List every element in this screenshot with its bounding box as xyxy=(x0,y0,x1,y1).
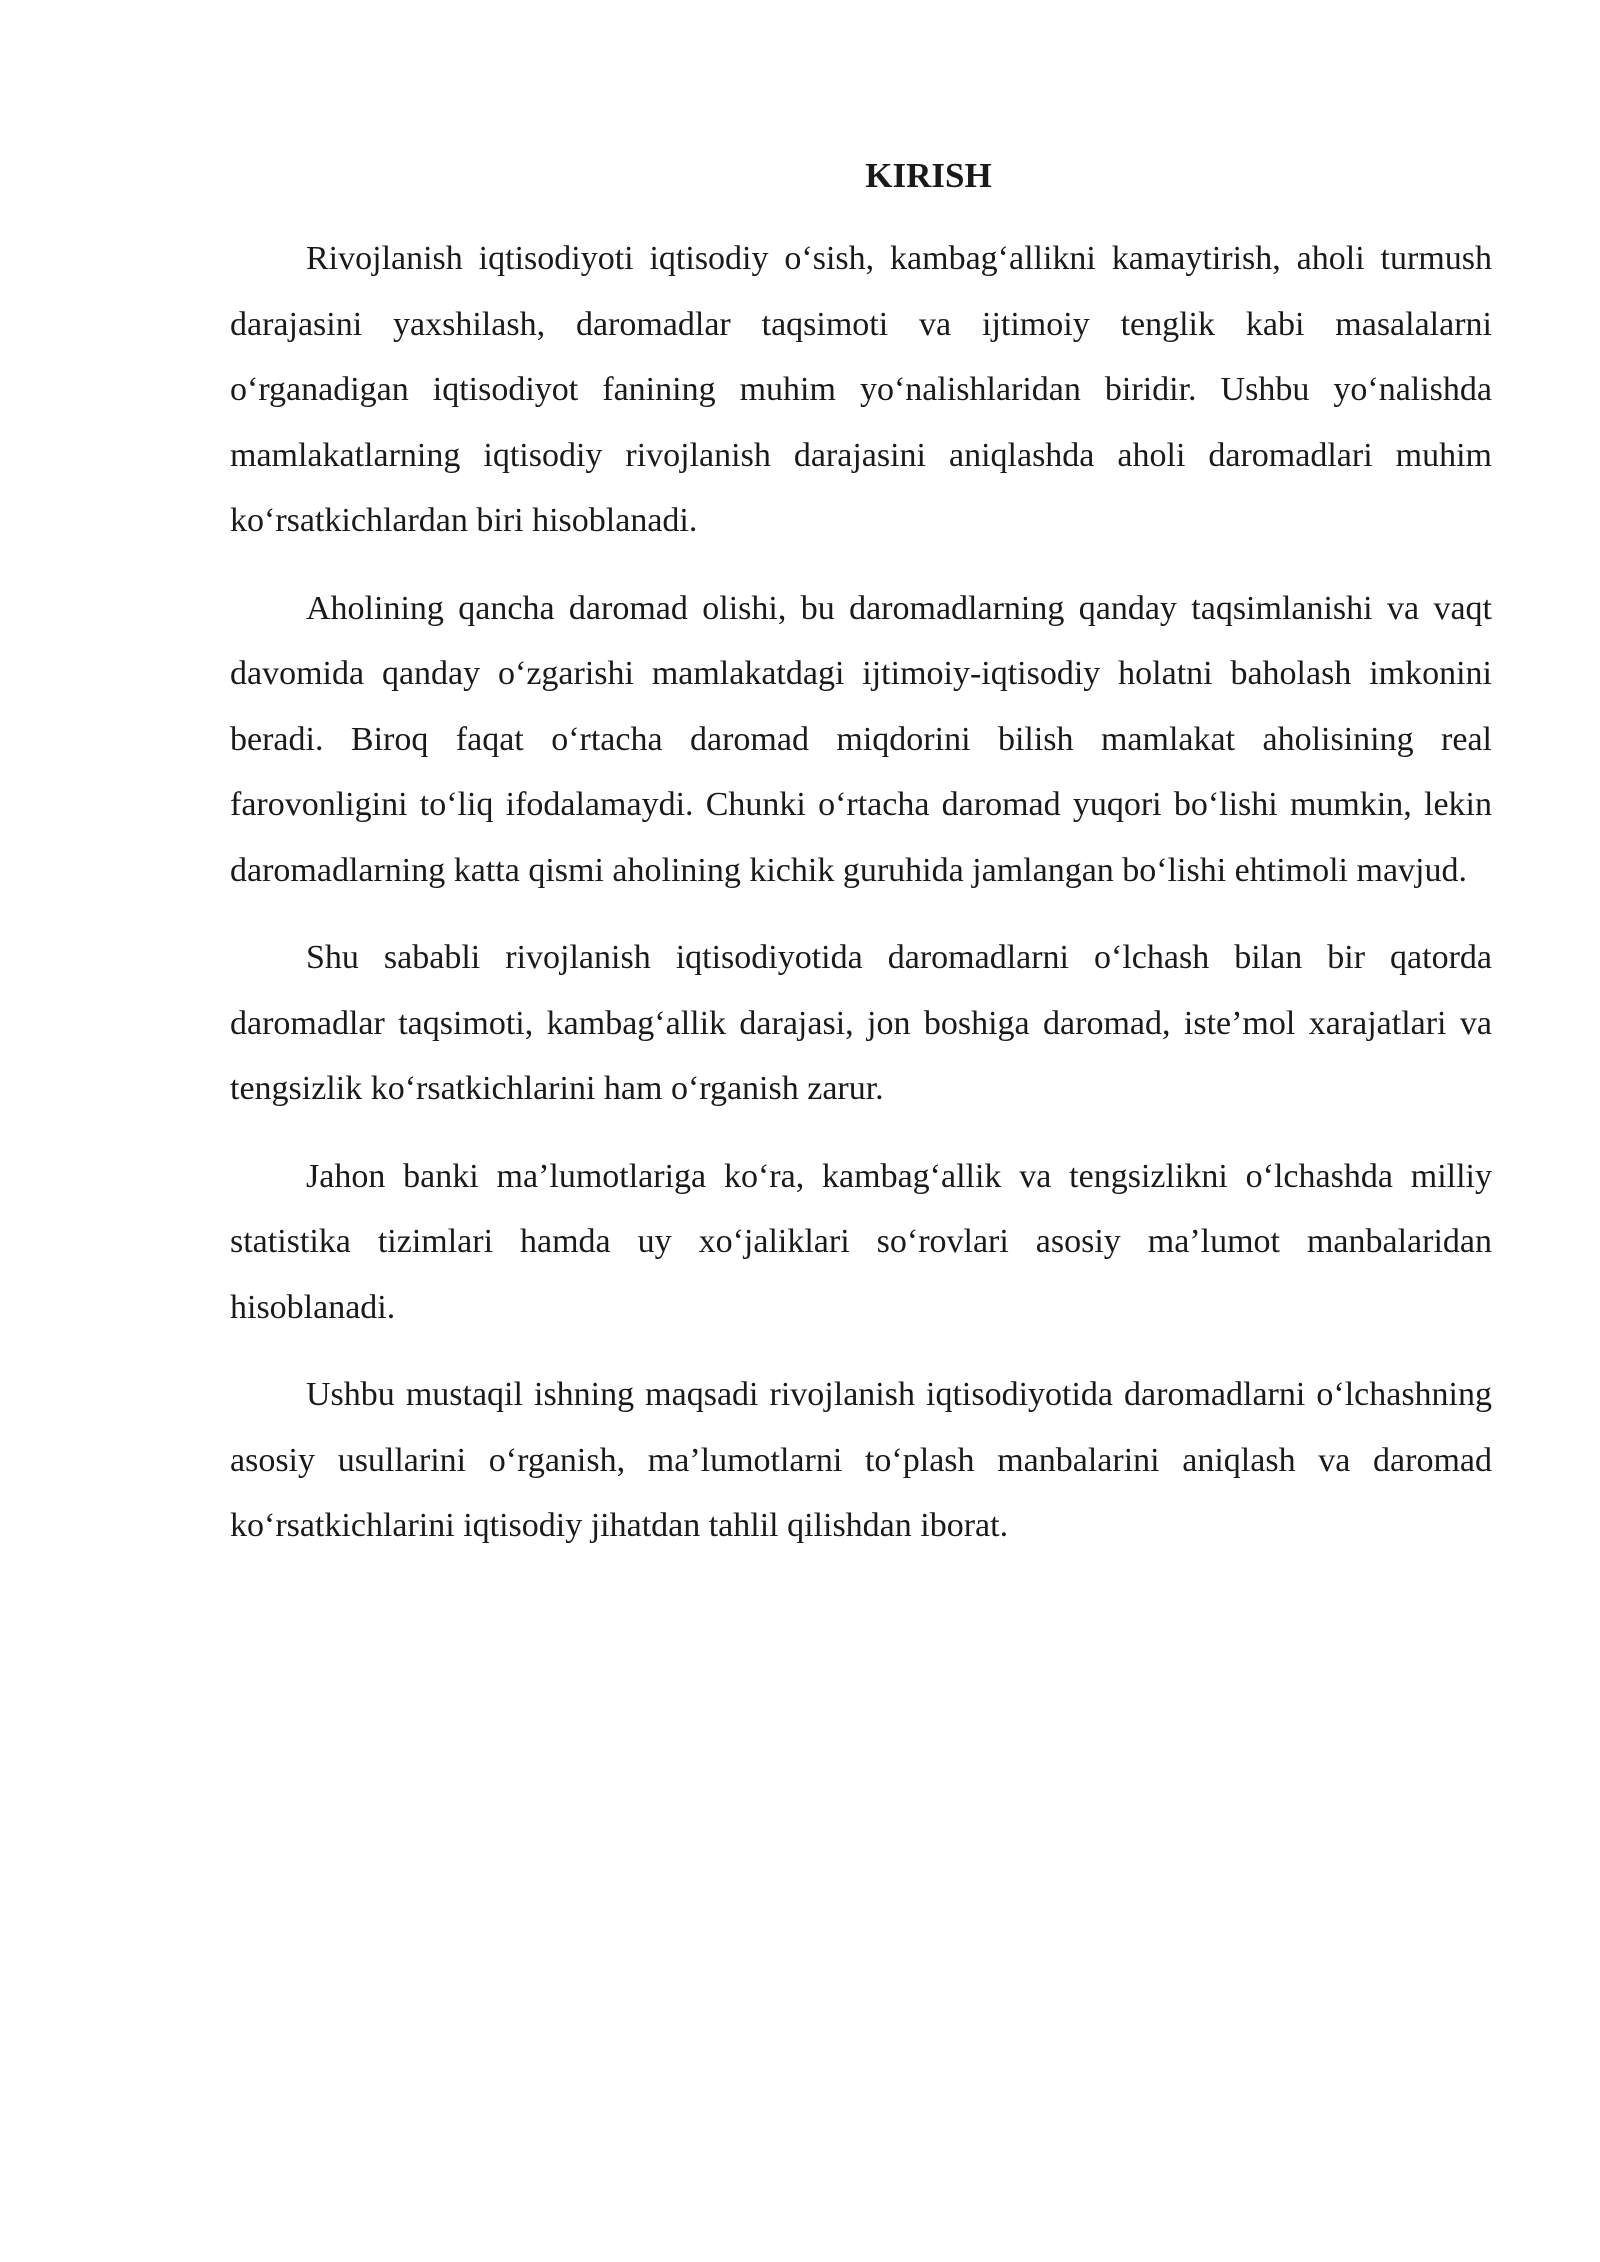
paragraph-3: Shu sababli rivojlanish iqtisodiyotida daromadlarni o‘lchash bilan bir qatorda daromadlar taqsimoti, kambag‘allik darajasi, jon boshiga daromad, iste’mol xarajatlari va tengsizlik ko‘rsatkichlarini ham o‘rganish zarur. xyxy=(230,939,1492,1107)
paragraph-5: Ushbu mustaqil ishning maqsadi rivojlanish iqtisodiyotida daromadlarni o‘lchashning asosiy usullarini o‘rganish, ma’lumotlarni to‘plash manbalarini aniqlash va daromad ko‘rsatkichlarini iqtisodiy jihatdan tahlil qilishdan iborat. xyxy=(230,1376,1492,1544)
page-title: KIRISH xyxy=(865,156,992,195)
paragraph-4: Jahon banki ma’lumotlariga ko‘ra, kambag‘allik va tengsizlikni o‘lchashda milliy statistika tizimlari hamda uy xo‘jaliklari so‘rovlari asosiy ma’lumot manbalaridan hisoblanadi. xyxy=(230,1157,1492,1326)
paragraph-1: Rivojlanish iqtisodiyoti iqtisodiy o‘sish, kambag‘allikni kamaytirish, aholi turmush darajasini yaxshilash, daromadlar taqsimoti va ijtimoiy tenglik kabi masalalarni o‘rganadigan iqtisodiyot fanining muhim yo‘nalishlaridan biridir. Ushbu yo‘nalishda mamlakatlarning iqtisodiy rivojlanish darajasini aniqlashda aholi daromadlari muhim ko‘rsatkichlardan biri hisoblanadi. xyxy=(230,240,1492,539)
paragraph-2: Aholining qancha daromad olishi, bu daromadlarning qanday taqsimlanishi va vaqt davomida qanday o‘zgarishi mamlakatdagi ijtimoiy-iqtisodiy holatni baholash imkonini beradi. Biroq faqat o‘rtacha daromad miqdorini bilish mamlakat aholisining real farovonligini to‘liq ifodalamaydi. Chunki o‘rtacha daromad yuqori bo‘lishi mumkin, lekin daromadlarning katta qismi aholining kichik guruhida jamlangan bo‘lishi ehtimoli mavjud. xyxy=(230,589,1492,889)
document-body xyxy=(230,146,1492,1581)
